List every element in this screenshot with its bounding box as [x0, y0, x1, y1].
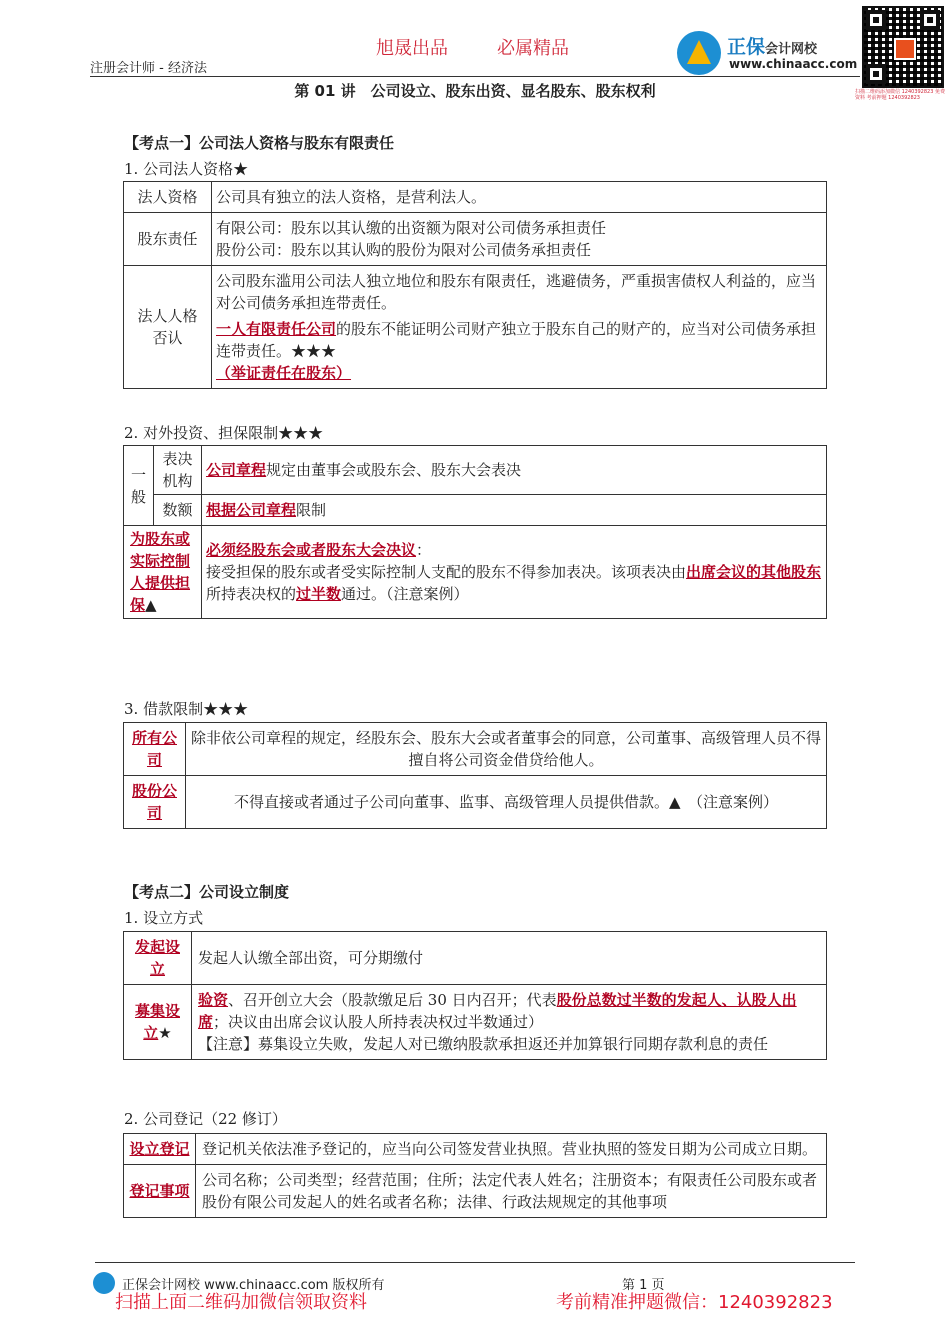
section-heading-1: 【考点一】公司法人资格与股东有限责任	[124, 134, 395, 152]
table-row	[124, 723, 827, 776]
logo-brand: 正保会计网校	[727, 36, 818, 58]
table-row	[124, 776, 827, 829]
row-text: 公司章程规定由董事会或股东会、股东大会表决	[202, 446, 827, 495]
row-label: 数额	[154, 495, 202, 526]
row-label: 设立登记	[124, 1134, 196, 1165]
table-investment-guarantee	[123, 445, 827, 619]
row-text: 有限公司：股东以其认缴的出资额为限对公司债务承担责任 股份公司：股东以其认购的股份为限对公司债务承担责任	[212, 213, 827, 266]
row-text: 公司具有独立的法人资格，是营利法人。	[212, 182, 827, 213]
table-establishment-method	[123, 931, 827, 1060]
slogan-left: 旭晟出品	[376, 38, 448, 59]
row-text: 登记机关依法准予登记的，应当向公司签发营业执照。营业执照的签发日期为公司成立日期。	[196, 1134, 827, 1165]
table-row	[124, 1165, 827, 1218]
row-text: 发起人认缴全部出资，可分期缴付	[192, 932, 827, 985]
general-label: 一般	[124, 446, 154, 526]
table-row	[124, 526, 827, 619]
promo-right: 考前精准押题微信：1240392823	[556, 1292, 833, 1313]
table-row	[124, 932, 827, 985]
qr-note: 扫描二维码添加微信 1240392823 免费资料 考前押题 1240392823	[855, 89, 945, 101]
row-label: 法人资格	[124, 182, 212, 213]
table-row	[124, 182, 827, 213]
section-heading-2: 【考点二】公司设立制度	[124, 883, 290, 901]
row-label: 股份公司	[124, 776, 186, 829]
table-company-registration	[123, 1133, 827, 1218]
table-row	[124, 446, 827, 495]
row-label: 所有公司	[124, 723, 186, 776]
row-label: 发起设立	[124, 932, 192, 985]
header-divider	[90, 76, 860, 77]
row-text: 必须经股东会或者股东大会决议： 接受担保的股东或者受实际控制人支配的股东不得参加表决。该项表决由出席会议的其他股东所持表决权的过半数通过。（注意案例）	[202, 526, 827, 619]
row-label: 股东责任	[124, 213, 212, 266]
row-text: 除非依公司章程的规定，经股东会、股东大会或者董事会的同意，公司董事、高级管理人员不得擅自将公司资金借贷给他人。	[186, 723, 827, 776]
table-row	[124, 495, 827, 526]
subheading-2-2: 2. 公司登记（22 修订）	[124, 1110, 287, 1128]
subheading-1-3: 3. 借款限制★★★	[124, 700, 249, 718]
row-label: 登记事项	[124, 1165, 196, 1218]
footer-divider	[95, 1262, 855, 1263]
table-legal-personality	[123, 181, 827, 389]
qr-code-icon	[862, 6, 944, 88]
footer-logo-icon	[93, 1272, 115, 1294]
logo-url: www.chinaacc.com	[729, 57, 858, 71]
row-text: 公司名称；公司类型；经营范围；住所；法定代表人姓名；注册资本；有限责任公司股东或者股份有限公司发起人的姓名或者名称；法律、行政法规规定的其他事项	[196, 1165, 827, 1218]
row-text: 验资、召开创立大会（股款缴足后 30 日内召开；代表股份总数过半数的发起人、认股人出席；决议由出席会议认股人所持表决权过半数通过） 【注意】募集设立失败，发起人对已缴纳股款承担返还并加算银行同期存款利息的责任	[192, 985, 827, 1060]
table-loan-restriction	[123, 722, 827, 829]
row-label: 法人人格否认	[124, 266, 212, 389]
promo-left: 扫描上面二维码加微信领取资料	[115, 1292, 367, 1313]
row-label: 募集设立★	[124, 985, 192, 1060]
row-label: 为股东或实际控制人提供担保▲	[124, 526, 202, 619]
table-row	[124, 985, 827, 1060]
footer-copyright: 正保会计网校 www.chinaacc.com 版权所有	[122, 1278, 385, 1293]
course-name: 注册会计师 - 经济法	[90, 61, 207, 76]
row-text: 根据公司章程限制	[202, 495, 827, 526]
row-text: 不得直接或者通过子公司向董事、监事、高级管理人员提供借款。▲ （注意案例）	[186, 776, 827, 829]
slogan-right: 必属精品	[497, 38, 569, 59]
page-title: 第 01 讲 公司设立、股东出资、显名股东、股东权利	[294, 82, 656, 100]
logo-emblem-icon	[677, 31, 721, 75]
row-label: 表决机构	[154, 446, 202, 495]
subheading-1-1: 1. 公司法人资格★	[124, 160, 249, 178]
subheading-2-1: 1. 设立方式	[124, 909, 204, 927]
table-row	[124, 266, 827, 389]
row-text: 公司股东滥用公司法人独立地位和股东有限责任，逃避债务，严重损害债权人利益的，应当对公司债务承担连带责任。 一人有限责任公司的股东不能证明公司财产独立于股东自己的财产的，应当对公司债务承担连带责任。★★★ （举证责任在股东）	[212, 266, 827, 389]
chinaacc-logo	[677, 28, 857, 76]
subheading-1-2: 2. 对外投资、担保限制★★★	[124, 424, 324, 442]
page-number: 第 1 页	[622, 1278, 665, 1293]
table-row	[124, 213, 827, 266]
table-row	[124, 1134, 827, 1165]
